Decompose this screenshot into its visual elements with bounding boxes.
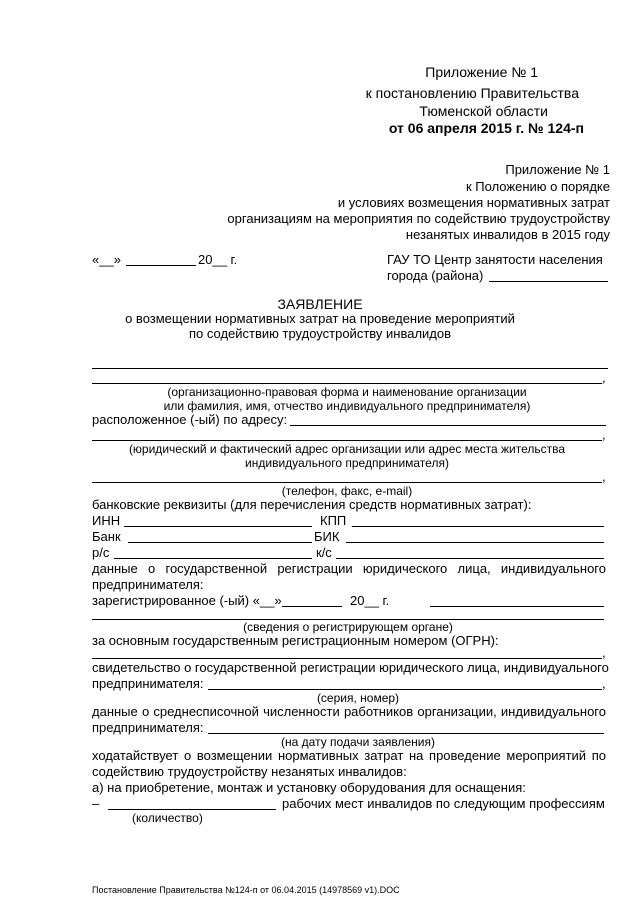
registered-year: 20__ г.: [350, 593, 390, 608]
comma-3: ,: [602, 469, 606, 484]
ogrn-label: за основным государственным регистрационным номером (ОГРН):: [92, 633, 499, 648]
located-at-label: расположенное (-ый) по адресу:: [92, 412, 288, 427]
appendix-date-line: от 06 апреля 2015 г. № 124-п: [388, 120, 584, 136]
address-line-1: [290, 425, 606, 426]
date-month-blank: [126, 265, 196, 266]
regulation-appendix-line3: и условиях возмещения нормативных затрат: [337, 195, 610, 210]
rs-label: р/с: [92, 545, 110, 560]
document-subtitle-2: по содействию трудоустройству инвалидов: [188, 326, 452, 341]
appendix-decree-line: к постановлению Правительства: [365, 85, 579, 101]
inn-label: ИНН: [92, 513, 121, 528]
date-year: 20__ г.: [198, 252, 238, 267]
item-dash: –: [92, 796, 100, 811]
bank-label: Банк: [92, 529, 121, 544]
appendix-region-line: Тюменской области: [419, 103, 548, 119]
hint-address-2: индивидуального предпринимателя): [245, 456, 449, 470]
hint-org-2: или фамилия, имя, отчество индивидуального предпринимателя): [163, 399, 531, 413]
regulation-appendix-line4: организациям на мероприятия по содействию трудоустройству: [227, 211, 610, 226]
workplaces-text: рабочих мест инвалидов по следующим профессиям: [282, 796, 605, 811]
hint-address-1: (юридический и фактический адрес организации или адрес места жительства: [128, 442, 566, 456]
document-subtitle-1: о возмещении нормативных затрат на проведение мероприятий: [125, 311, 515, 326]
org-name-line-1: [92, 368, 608, 369]
rs-field: [114, 558, 312, 559]
document-title: ЗАЯВЛЕНИЕ: [277, 296, 363, 312]
regulation-appendix-line5: незанятых инвалидов в 2015 году: [405, 227, 610, 242]
hint-phone: (телефон, факс, e-mail): [281, 484, 413, 498]
certificate-line2: предпринимателя:: [92, 676, 204, 691]
addressee-city-blank: [489, 281, 608, 282]
kpp-field: [352, 526, 604, 527]
item-a: а) на приобретение, монтаж и установку оборудования для оснащения:: [92, 780, 526, 795]
bank-field: [128, 542, 312, 543]
appendix-title: Приложение № 1: [425, 64, 538, 80]
registered-label: зарегистрированное (-ый) «__»: [92, 593, 282, 608]
registration-data-line1: данные о государственной регистрации юридического лица, индивидуального: [92, 561, 606, 576]
bik-field: [346, 542, 604, 543]
hint-org-1: (организационно-правовая форма и наименование организации: [167, 385, 527, 399]
regulation-appendix-line2: к Положению о порядке: [465, 179, 610, 194]
comma-1: ,: [602, 370, 606, 385]
headcount-line1: данные о среднесписочной численности работников организации, индивидуального: [92, 704, 606, 719]
registration-data-line2: предпринимателя:: [92, 577, 204, 592]
ks-label: к/с: [316, 545, 332, 560]
date-quote: «__»: [92, 252, 121, 267]
comma-5: ,: [602, 676, 606, 691]
bik-label: БИК: [314, 529, 340, 544]
addressee-line2: города (района): [387, 268, 484, 283]
inn-field: [124, 526, 312, 527]
petition-line2: содействию трудоустройству незанятых инвалидов:: [92, 764, 407, 779]
comma-2: ,: [602, 427, 606, 442]
ks-field: [336, 558, 604, 559]
petition-line1: ходатайствует о возмещении нормативных затрат на проведение мероприятий по: [92, 748, 606, 763]
comma-4: ,: [602, 645, 606, 660]
hint-quantity: (количество): [132, 811, 203, 825]
bank-details-label: банковские реквизиты (для перечисления средств нормативных затрат):: [92, 497, 532, 512]
certificate-line1: свидетельство о государственной регистрации юридического лица, индивидуального: [92, 660, 609, 675]
headcount-line2: предпринимателя:: [92, 720, 204, 735]
ogrn-field: [92, 658, 602, 659]
hint-registrar: (сведения о регистрирующем органе): [243, 620, 453, 634]
hint-date: (на дату подачи заявления): [281, 735, 435, 749]
regulation-appendix-title: Приложение № 1: [505, 162, 610, 177]
footer-filename: Постановление Правительства №124-п от 06.04.2015 (14978569 v1).DOC: [92, 885, 400, 895]
registered-month-blank: [282, 606, 342, 607]
addressee-line1: ГАУ ТО Центр занятости населения: [387, 252, 603, 267]
hint-series: (серия, номер): [316, 691, 400, 705]
kpp-label: КПП: [320, 513, 347, 528]
registered-field: [430, 606, 604, 607]
